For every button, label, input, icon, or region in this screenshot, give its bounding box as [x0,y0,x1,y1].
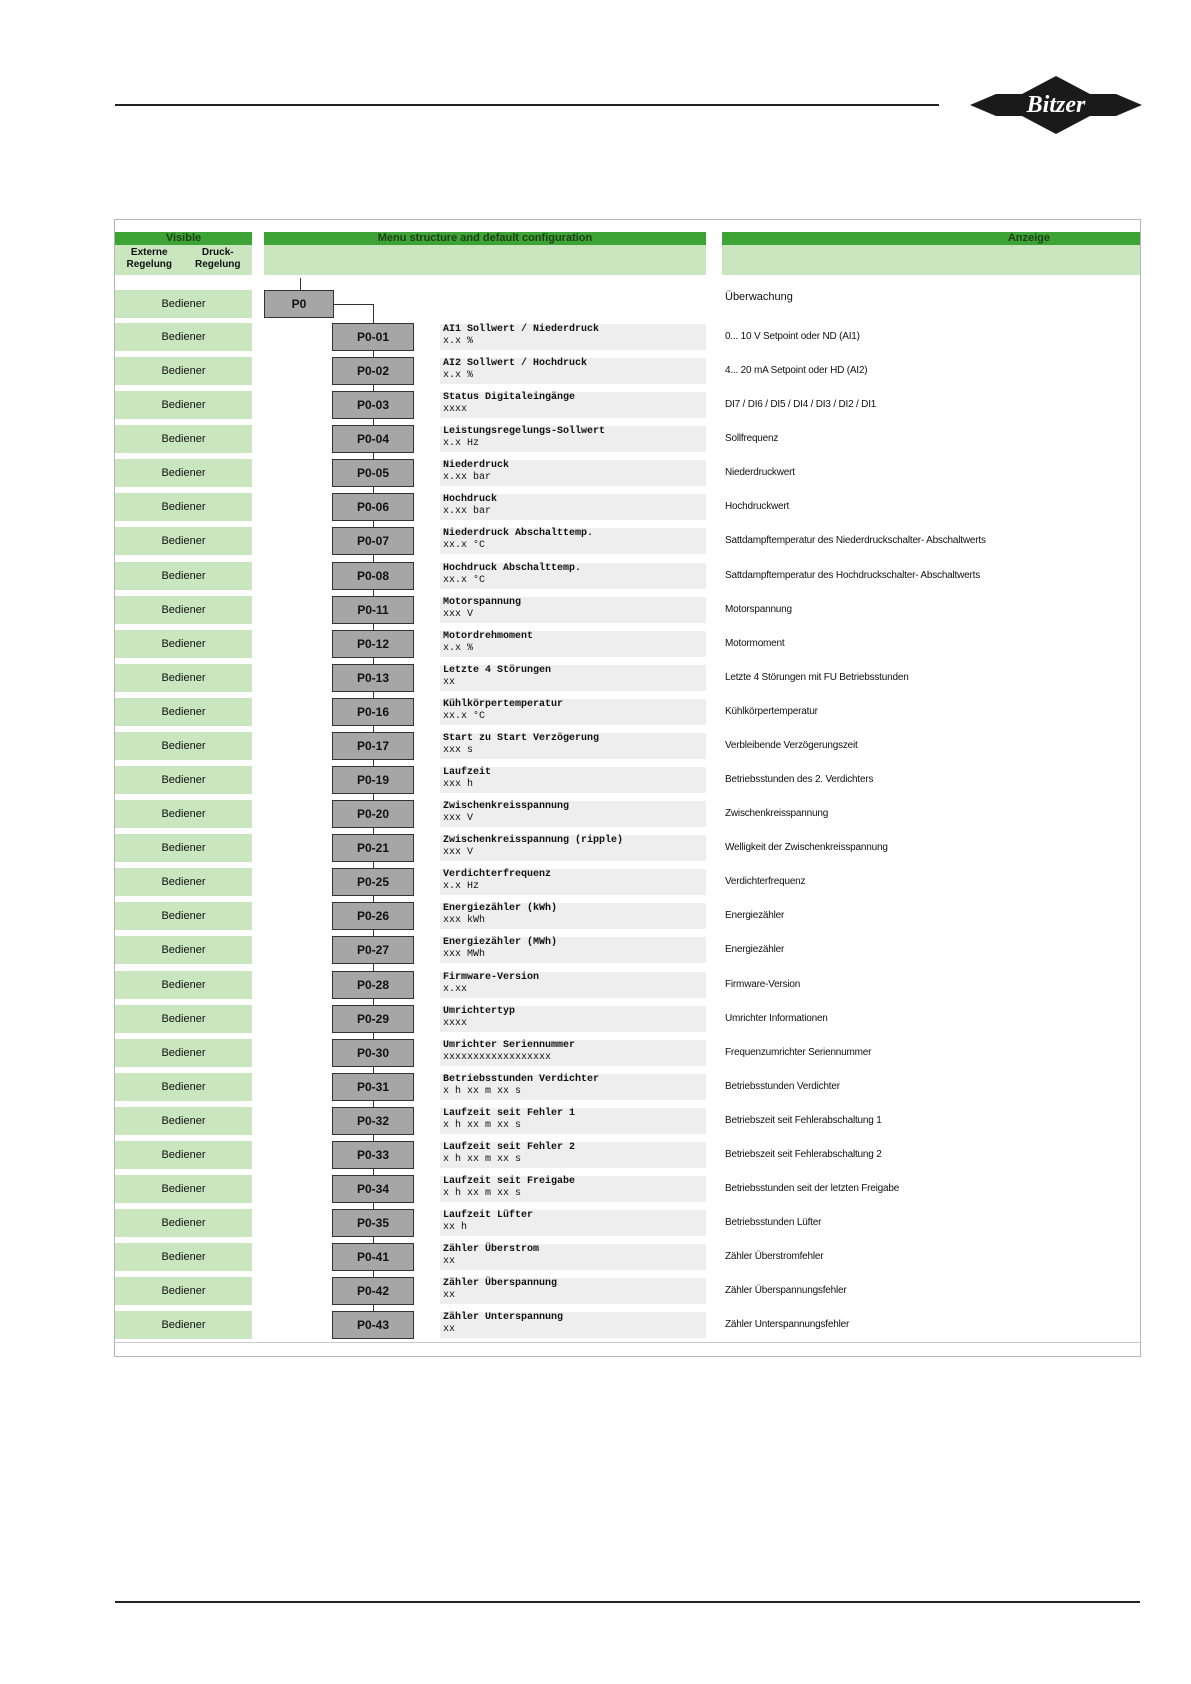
row-anzeige: Letzte 4 Störungen mit FU Betriebsstunden [725,672,909,683]
row-parameter-name: Zwischenkreisspannung [443,801,570,812]
row-anzeige: Welligkeit der Zwischenkreisspannung [725,842,888,853]
row-description [440,358,706,384]
row-description [440,460,706,486]
row-parameter-format: x.x % [443,370,474,381]
bottom-rule [115,1601,1140,1603]
row-anzeige: Zähler Überstromfehler [725,1251,824,1262]
parameter-row [0,834,1191,864]
row-menu-code[interactable]: P0-06 [332,493,414,521]
header-visible [115,232,252,275]
row-menu-code[interactable]: P0-19 [332,766,414,794]
row-parameter-format: xxx MWh [443,949,486,960]
row-parameter-name: Hochdruck [443,494,498,505]
parameter-row [0,902,1191,932]
row-parameter-format: xxx kWh [443,915,486,926]
row-parameter-name: Motorspannung [443,597,522,608]
row-description [440,1176,706,1202]
parameter-row [0,732,1191,762]
row-menu-code[interactable]: P0-43 [332,1311,414,1339]
parameter-row [0,493,1191,523]
row-parameter-name: Status Digitaleingänge [443,392,576,403]
row-description [440,597,706,623]
row-menu-code[interactable]: P0-27 [332,936,414,964]
row-menu-code[interactable]: P0-12 [332,630,414,658]
row-parameter-name: Motordrehmoment [443,631,534,642]
parameter-row [0,1277,1191,1307]
row-parameter-format: x.xx bar [443,472,492,483]
row-parameter-name: Zähler Unterspannung [443,1312,564,1323]
row-anzeige: Hochdruckwert [725,501,790,512]
row-anzeige: Frequenzumrichter Seriennummer [725,1047,872,1058]
row-role: Bediener [115,698,252,726]
row-role: Bediener [115,732,252,760]
bitzer-logo [970,74,1142,136]
row-role: Bediener [115,323,252,351]
row-role: Bediener [115,868,252,896]
row-parameter-name: Start zu Start Verzögerung [443,733,600,744]
row-parameter-name: AI1 Sollwert / Niederdruck [443,324,600,335]
row-parameter-format: xx [443,1290,456,1301]
row-role: Bediener [115,1175,252,1203]
row-menu-code[interactable]: P0-33 [332,1141,414,1169]
row-parameter-format: x.x Hz [443,438,480,449]
row-menu-code[interactable]: P0-26 [332,902,414,930]
row-parameter-name: Energiezähler (kWh) [443,903,558,914]
row-parameter-name: AI2 Sollwert / Hochdruck [443,358,588,369]
parameter-row [0,664,1191,694]
row-role: Bediener [115,493,252,521]
row-menu-code[interactable]: P0-17 [332,732,414,760]
row-anzeige: Kühlkörpertemperatur [725,706,818,717]
row-menu-code[interactable]: P0-04 [332,425,414,453]
row-parameter-format: x.x % [443,336,474,347]
row-description [440,1040,706,1066]
row-description [440,1312,706,1338]
parameter-row [0,698,1191,728]
row-role: Bediener [115,630,252,658]
row-role: Bediener [115,936,252,964]
row-parameter-name: Umrichter Seriennummer [443,1040,576,1051]
row-parameter-format: xx h [443,1222,468,1233]
row-description [440,1244,706,1270]
row-parameter-name: Hochdruck Abschalttemp. [443,563,582,574]
row-anzeige: 0... 10 V Setpoint oder ND (AI1) [725,331,860,342]
row-anzeige: Motormoment [725,638,785,649]
row-description [440,1278,706,1304]
row-anzeige: Umrichter Informationen [725,1013,828,1024]
row-parameter-format: x h xx m xx s [443,1120,522,1131]
parameter-row [0,1243,1191,1273]
row-anzeige: Zwischenkreisspannung [725,808,829,819]
header-visible-title: Visible [115,232,252,245]
row-anzeige: Energiezähler [725,944,785,955]
row-role: Bediener [115,664,252,692]
header-anzeige-title: Anzeige [722,232,1140,245]
row-description [440,733,706,759]
row-description [440,665,706,691]
row-anzeige: Betriebszeit seit Fehlerabschaltung 2 [725,1149,882,1160]
parameter-row [0,459,1191,489]
tree-line [334,304,373,305]
row-parameter-name: Laufzeit seit Freigabe [443,1176,576,1187]
row-parameter-format: xxx V [443,847,474,858]
row-role: Bediener [115,766,252,794]
row-role: Bediener [115,971,252,999]
row-parameter-format: xxxx [443,404,468,415]
row-parameter-name: Letzte 4 Störungen [443,665,552,676]
row-menu-code[interactable]: P0-35 [332,1209,414,1237]
parameter-row [0,868,1191,898]
row-parameter-name: Kühlkörpertemperatur [443,699,564,710]
parameter-row [0,391,1191,421]
row-anzeige: Zähler Unterspannungsfehler [725,1319,850,1330]
parameter-row [0,323,1191,353]
row-menu-code[interactable]: P0-20 [332,800,414,828]
row-parameter-name: Laufzeit seit Fehler 2 [443,1142,576,1153]
row-menu-code[interactable]: P0-42 [332,1277,414,1305]
parameter-row [0,1107,1191,1137]
row-parameter-name: Energiezähler (MWh) [443,937,558,948]
row-menu-code[interactable]: P0-41 [332,1243,414,1271]
parameter-row [0,1073,1191,1103]
row-menu-code[interactable]: P0-28 [332,971,414,999]
row-parameter-name: Zähler Überstrom [443,1244,540,1255]
top-rule [115,104,939,106]
row-anzeige: Sattdampftemperatur des Niederdruckschalter- Abschaltwerts [725,535,986,546]
row-role: Bediener [115,834,252,862]
row-parameter-name: Niederdruck [443,460,510,471]
row-description [440,1108,706,1134]
root-menu-node[interactable]: P0 [264,290,334,318]
row-role: Bediener [115,1005,252,1033]
row-parameter-name: Zwischenkreisspannung (ripple) [443,835,624,846]
row-parameter-format: x.x % [443,643,474,654]
parameter-row [0,1209,1191,1239]
root-anzeige: Überwachung [725,291,793,303]
row-role: Bediener [115,357,252,385]
row-parameter-name: Verdichterfrequenz [443,869,552,880]
row-anzeige: Betriebsstunden Lüfter [725,1217,822,1228]
row-parameter-format: xx.x °C [443,575,486,586]
row-menu-code[interactable]: P0-29 [332,1005,414,1033]
row-parameter-name: Laufzeit Lüfter [443,1210,534,1221]
row-role: Bediener [115,391,252,419]
root-role: Bediener [115,290,252,318]
row-parameter-name: Niederdruck Abschalttemp. [443,528,594,539]
row-menu-code[interactable]: P0-01 [332,323,414,351]
row-description [440,1074,706,1100]
row-menu-code[interactable]: P0-21 [332,834,414,862]
row-parameter-format: xxx h [443,779,474,790]
row-parameter-name: Zähler Überspannung [443,1278,558,1289]
row-menu-code[interactable]: P0-34 [332,1175,414,1203]
parameter-row [0,1311,1191,1341]
parameter-row [0,936,1191,966]
parameter-row [0,357,1191,387]
row-role: Bediener [115,902,252,930]
parameter-row [0,562,1191,592]
row-role: Bediener [115,459,252,487]
row-anzeige: Betriebsstunden Verdichter [725,1081,840,1092]
row-description [440,494,706,520]
parameter-row [0,766,1191,796]
row-anzeige: DI7 / DI6 / DI5 / DI4 / DI3 / DI2 / DI1 [725,399,877,410]
row-parameter-format: xxx V [443,813,474,824]
row-description [440,801,706,827]
row-parameter-format: xx.x °C [443,540,486,551]
row-description [440,835,706,861]
row-anzeige: Motorspannung [725,604,792,615]
row-description [440,903,706,929]
row-anzeige: Verdichterfrequenz [725,876,806,887]
row-menu-code[interactable]: P0-05 [332,459,414,487]
parameter-row [0,971,1191,1001]
parameter-row [0,800,1191,830]
row-description [440,392,706,418]
row-role: Bediener [115,1073,252,1101]
header-externe-regelung: Externe Regelung [126,247,173,270]
row-parameter-name: Betriebsstunden Verdichter [443,1074,600,1085]
row-parameter-name: Leistungsregelungs-Sollwert [443,426,606,437]
row-role: Bediener [115,1243,252,1271]
row-description [440,767,706,793]
row-role: Bediener [115,1209,252,1237]
row-menu-code[interactable]: P0-03 [332,391,414,419]
logo-text: Bitzer [1026,92,1086,118]
row-description [440,563,706,589]
row-menu-code[interactable]: P0-13 [332,664,414,692]
row-menu-code[interactable]: P0-16 [332,698,414,726]
row-parameter-name: Laufzeit [443,767,492,778]
tree-line [300,278,301,290]
row-role: Bediener [115,1107,252,1135]
row-anzeige: 4... 20 mA Setpoint oder HD (AI2) [725,365,868,376]
row-role: Bediener [115,527,252,555]
row-parameter-format: x h xx m xx s [443,1086,522,1097]
row-description [440,699,706,725]
row-description [440,528,706,554]
header-menu [264,232,706,275]
row-menu-code[interactable]: P0-07 [332,527,414,555]
row-parameter-format: x.xx bar [443,506,492,517]
row-parameter-format: xx.x °C [443,711,486,722]
parameter-row [0,1039,1191,1069]
row-anzeige: Betriebsstunden seit der letzten Freigabe [725,1183,900,1194]
row-anzeige: Betriebsstunden des 2. Verdichters [725,774,874,785]
row-anzeige: Betriebszeit seit Fehlerabschaltung 1 [725,1115,882,1126]
row-parameter-name: Laufzeit seit Fehler 1 [443,1108,576,1119]
row-menu-code[interactable]: P0-11 [332,596,414,624]
parameter-row [0,1141,1191,1171]
row-parameter-name: Umrichtertyp [443,1006,516,1017]
row-parameter-format: xxxx [443,1018,468,1029]
row-parameter-format: xxxxxxxxxxxxxxxxxx [443,1052,552,1063]
parameter-row [0,1005,1191,1035]
row-anzeige: Energiezähler [725,910,785,921]
row-parameter-format: xxx s [443,745,474,756]
row-parameter-name: Firmware-Version [443,972,540,983]
row-menu-code[interactable]: P0-31 [332,1073,414,1101]
row-menu-code[interactable]: P0-32 [332,1107,414,1135]
row-anzeige: Sollfrequenz [725,433,779,444]
row-anzeige: Niederdruckwert [725,467,795,478]
row-description [440,972,706,998]
row-description [440,426,706,452]
parameter-row [0,527,1191,557]
row-description [440,324,706,350]
row-role: Bediener [115,562,252,590]
row-menu-code[interactable]: P0-25 [332,868,414,896]
row-description [440,1006,706,1032]
row-parameter-format: xx [443,677,456,688]
parameter-row [0,425,1191,455]
row-role: Bediener [115,1277,252,1305]
row-menu-code[interactable]: P0-02 [332,357,414,385]
row-description [440,937,706,963]
row-role: Bediener [115,1141,252,1169]
row-description [440,1142,706,1168]
frame-bottom-line [115,1342,1140,1343]
row-anzeige: Sattdampftemperatur des Hochdruckschalter- Abschaltwerts [725,570,981,581]
row-parameter-format: x h xx m xx s [443,1154,522,1165]
row-parameter-format: x.x Hz [443,881,480,892]
header-menu-title: Menu structure and default configuration [264,232,706,245]
parameter-row [0,1175,1191,1205]
row-anzeige: Verbleibende Verzögerungszeit [725,740,858,751]
row-role: Bediener [115,800,252,828]
row-anzeige: Firmware-Version [725,979,801,990]
row-anzeige: Zähler Überspannungsfehler [725,1285,847,1296]
parameter-row [0,630,1191,660]
row-parameter-format: x h xx m xx s [443,1188,522,1199]
row-description [440,631,706,657]
header-druck-regelung: Druck-Regelung [194,247,241,270]
row-parameter-format: xx [443,1324,456,1335]
row-menu-code[interactable]: P0-30 [332,1039,414,1067]
row-parameter-format: xx [443,1256,456,1267]
row-parameter-format: xxx V [443,609,474,620]
header-anzeige [722,232,1140,275]
row-role: Bediener [115,1039,252,1067]
row-role: Bediener [115,1311,252,1339]
row-description [440,869,706,895]
row-parameter-format: x.xx [443,984,468,995]
row-description [440,1210,706,1236]
row-role: Bediener [115,596,252,624]
row-menu-code[interactable]: P0-08 [332,562,414,590]
parameter-row [0,596,1191,626]
row-role: Bediener [115,425,252,453]
